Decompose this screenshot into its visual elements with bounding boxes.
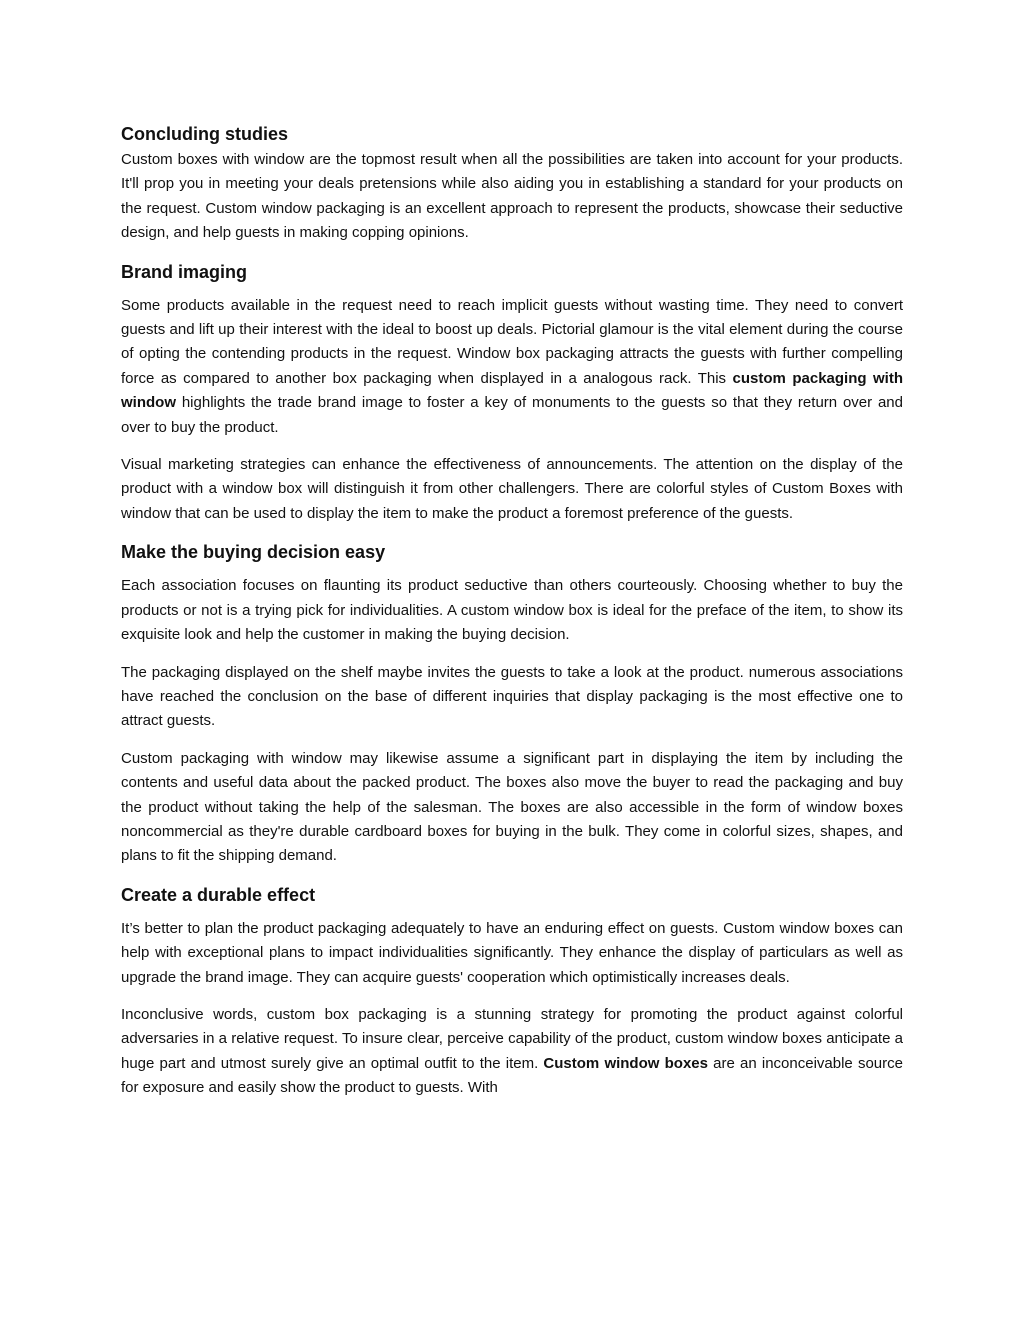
paragraph-text: Custom boxes with window are the topmost result when all the possibilities are taken into account for your products. It'll prop you in meeting your deals pretensions while also aiding you in establishing a standard for your products on the request. Custom window packaging is an excellent approach to represent the products, showcase their seductive design, and help guests in making copping opinions. (121, 151, 903, 242)
paragraph-text: Inconclusive words, custom box packaging is a stunning strategy for promoting the product against colorful adversaries in a relative request. To insure clear, perceive capability of the product, custom window boxes anticipate a huge part and utmost surely give an optimal outfit to the item. (121, 1005, 903, 1072)
paragraph (121, 148, 903, 246)
paragraph (121, 661, 903, 734)
section-heading: Concluding studies (121, 124, 289, 144)
section-heading: Brand imaging (121, 261, 248, 282)
bold-keyword: Custom window boxes (543, 1054, 708, 1072)
paragraph (121, 917, 903, 990)
section-heading: Create a durable effect (121, 884, 316, 905)
paragraph-text: The packaging displayed on the shelf maybe invites the guests to take a look at the product. numerous associations have reached the conclusion on the base of different inquiries that display packaging is the most effective one to attract guests. (121, 663, 903, 730)
paragraph (121, 453, 903, 526)
paragraph (121, 1003, 903, 1101)
section-heading: Make the buying decision easy (121, 542, 386, 563)
paragraph-text: Each association focuses on flaunting its product seductive than others courteously. Choosing whether to buy the products or not is a trying pick for individualities. A custom window box is ideal for the preface of the item, to show its exquisite look and help the customer in making the buying decision. (121, 577, 903, 644)
paragraph-text: Some products available in the request need to reach implicit guests without wasting time. They need to convert guests and lift up their interest with the ideal to boost up deals. Pictorial glamour is the vital element during the course of opting the contending products in the request. Window box packaging attracts the guests with further compelling force as compared to another box packaging when displayed in a analogous rack. This (121, 296, 903, 387)
paragraph-text: highlights the trade brand image to foster a key of monuments to the guests so that they return over and over to buy the product. (121, 394, 903, 436)
paragraph (121, 747, 903, 869)
paragraph-text: It’s better to plan the product packaging adequately to have an enduring effect on guests. Custom window boxes can help with exceptional plans to impact individualities significantly. They enhance the display of particulars as well as upgrade the brand image. They can acquire guests' cooperation which optimistically increases deals. (121, 919, 903, 986)
paragraph-text: Custom packaging with window may likewise assume a significant part in displaying the item by including the contents and useful data about the packed product. The boxes also move the buyer to read the packaging and buy the product without taking the help of the salesman. The boxes are also accessible in the form of window boxes noncommercial as they're durable cardboard boxes for buying in the bulk. They come in colorful sizes, shapes, and plans to fit the shipping demand. (121, 749, 903, 865)
paragraph (121, 574, 903, 647)
bold-keyword: custom packaging with window (121, 369, 903, 412)
paragraph-text: Visual marketing strategies can enhance the effectiveness of announcements. The attention on the display of the product with a window box will distinguish it from other challengers. There are colorful styles of Custom Boxes with window that can be used to display the item to make the product a foremost preference of the guests. (121, 456, 903, 522)
paragraph (121, 294, 903, 440)
paragraph-text: are an inconceivable source for exposure and easily show the product to guests. With (121, 1054, 903, 1097)
document-page (121, 120, 903, 1101)
